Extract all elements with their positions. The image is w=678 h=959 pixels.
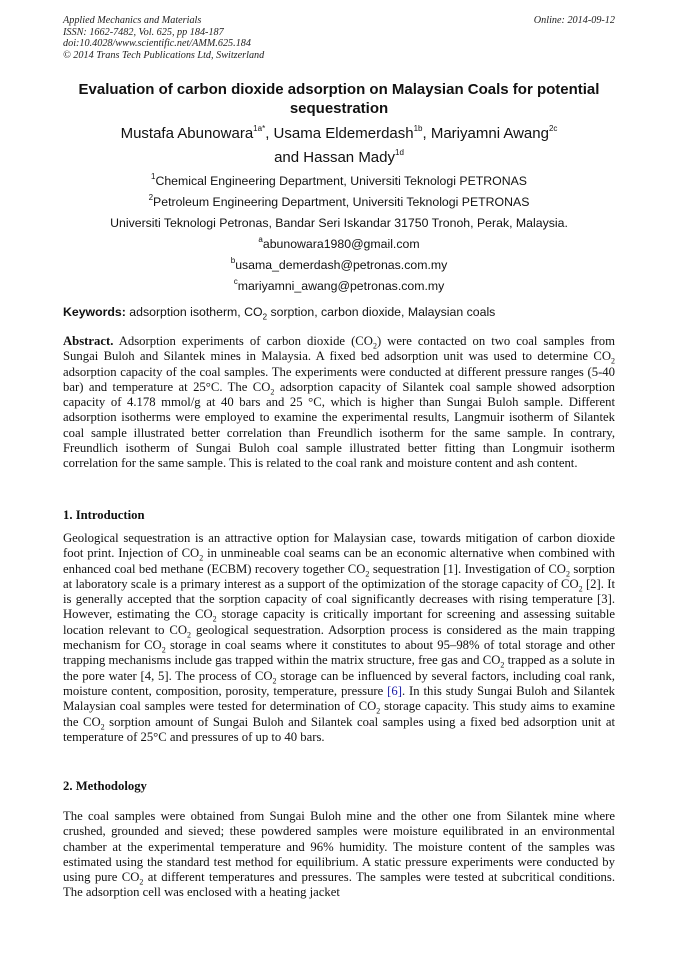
subscript: 2 <box>270 387 275 397</box>
copyright-line: © 2014 Trans Tech Publications Ltd, Switzerland <box>63 49 265 61</box>
subscript: 2 <box>187 630 192 640</box>
subscript: 2 <box>565 569 570 579</box>
email-superscript: b <box>230 255 236 265</box>
subscript: 2 <box>611 356 615 366</box>
method-text: at different temperatures and pressures. The samples were tested at subcritical conditions. The adsorption cell was enclosed with a heating jacket <box>63 870 615 900</box>
intro-text: sorption amount of Sungai Buloh and Silantek coal samples using a fixed bed adsorption unit at temperature of 25°C and pressures of up to 40 bars. <box>63 714 615 744</box>
email-c <box>60 276 618 293</box>
doi-line: doi:10.4028/www.scientific.net/AMM.625.184 <box>63 38 251 49</box>
abstract-text: Adsorption experiments of carbon dioxide (CO <box>118 334 373 348</box>
affiliation-text: Chemical Engineering Department, Universiti Teknologi PETRONAS <box>155 174 528 188</box>
intro-text: sequestration [1]. Investigation of CO <box>369 561 566 576</box>
intro-text: geological sequestration. Adsorption process is considered as the main trapping mechanism for CO <box>63 622 615 653</box>
subscript: 2 <box>262 312 268 322</box>
issn-line: ISSN: 1662-7482, Vol. 625, pp 184-187 <box>63 26 224 38</box>
author-superscript: 1d <box>395 148 404 157</box>
affiliation-1 <box>60 171 618 188</box>
subscript: 2 <box>199 553 204 563</box>
section-heading-introduction: 1. Introduction <box>63 508 145 522</box>
intro-text: storage capacity is critically important for screening and assessing suitable location relevant to CO <box>63 607 615 637</box>
email-superscript: c <box>233 276 238 286</box>
intro-text: trapped as a solute in the pore water [4, 5]. The process of CO <box>63 653 615 683</box>
author-name: Mariyamni Awang <box>430 125 549 142</box>
intro-text: Geological sequestration is an attractive option for Malaysian case, towards mitigation of carbon dioxide foot print. Injection of CO <box>63 531 615 561</box>
abstract-text: adsorption capacity of Silantek coal sample showed adsorption capacity of 4.178 mmol/g at 40 bars and 25 °C, which is higher than Sungai Buloh sample. Different adsorption isotherms were employed to examine the experimental results, Langmuir isotherm of Silantek coal sample illustrated better correlation than Freundlich isotherm for the same sample. In contrary, Freundlich isotherm of Sungai Buloh coal sample illustrated better fitting than Longmuir isotherm correlation for the same sample. This is related to the coal rank and moisture content and ash content. <box>63 379 616 471</box>
affiliation-address: Universiti Teknologi Petronas, Bandar Seri Iskandar 31750 Tronoh, Perak, Malaysia. <box>110 216 568 230</box>
paper-title: Evaluation of carbon dioxide adsorption on Malaysian Coals for potential sequestration <box>78 81 600 117</box>
keywords-line <box>63 305 615 322</box>
reference-link[interactable]: [6] <box>387 683 402 698</box>
abstract-label: Abstract. <box>63 334 114 348</box>
subscript: 2 <box>272 676 277 686</box>
author-list: Mustafa Abunowara$^{1a*}$, Usama Eldemerdash$^{1b}$, Mariyamni Awang$^{2c}$ and Hassan Mady$^{1d}$ <box>120 124 558 166</box>
subscript: 2 <box>139 877 144 887</box>
methodology-paragraph <box>63 809 615 901</box>
author-superscript: 1a* <box>253 124 266 133</box>
author-name: Mustafa Abunowara <box>120 125 254 142</box>
author-name: and Hassan Mady <box>274 149 395 166</box>
email-superscript: a <box>258 234 263 244</box>
keywords-text: adsorption isotherm, CO <box>129 305 263 319</box>
section-heading-methodology: 2. Methodology <box>63 779 147 793</box>
subscript: 2 <box>212 615 217 625</box>
subscript: 2 <box>161 645 166 655</box>
email-address: usama_demerdash@petronas.com.my <box>235 258 448 272</box>
abstract-text: adsorption capacity of the coal samples. The experiments were conducted at different pressure ranges (5-40 bar) and temperature at 25°C. The CO <box>63 364 615 394</box>
subscript: 2 <box>578 584 583 594</box>
email-address: mariyamni_awang@petronas.com.my <box>237 279 445 293</box>
intro-text: . In this study Sungai Buloh and Silantek Malaysian coal samples were tested for determination of CO <box>63 683 615 714</box>
journal-header <box>63 15 615 61</box>
abstract-text: ) were contacted on two coal samples from Sungai Buloh and Silantek mines in Malaysia. A fixed bed adsorption unit was used to determine CO <box>63 334 615 364</box>
author-name: Usama Eldemerdash <box>273 125 414 142</box>
email-address: abunowara1980@gmail.com <box>262 237 420 251</box>
subscript: 2 <box>376 706 381 716</box>
intro-text: sorption at laboratory scale is a primary interest as a support of the optimization of the storage capacity of CO <box>63 561 615 591</box>
email-b <box>60 255 618 272</box>
email-a <box>60 234 618 251</box>
subscript: 2 <box>500 660 505 670</box>
subscript: 2 <box>372 341 377 351</box>
author-superscript: 1b <box>413 124 423 133</box>
affiliation-2 <box>60 192 618 209</box>
method-text: The coal samples were obtained from Sungai Buloh mine and the other one from Silantek mine where crushed, grounded and sieved; these powdered samples were moisture equilibrated in an environmental chamber at the experimental temperature and 96% humidity. The moisture content of the samples was estimated using the standard test method for equilibrium. A static pressure experiments were conducted by using pure CO <box>63 809 615 885</box>
keywords-label: Keywords: <box>63 305 126 319</box>
affiliation-text: Petroleum Engineering Department, Universiti Teknologi PETRONAS <box>153 195 530 209</box>
keywords-text: sorption, carbon dioxide, Malaysian coals <box>270 305 496 319</box>
intro-text: [2]. It is generally accepted that the sorption capacity of coal significantly decreases with rising temperature [3]. However, estimating the CO <box>63 576 615 622</box>
intro-text: storage capacity. This study aims to examine the CO <box>63 699 616 729</box>
affiliation-superscript: 1 <box>150 171 156 181</box>
subscript: 2 <box>365 569 370 579</box>
author-superscript: 2c <box>548 124 558 133</box>
introduction-paragraph <box>63 531 615 745</box>
intro-text: in unmineable coal seams can be an economic alternative when combined with enhanced coal bed methane (ECBM) recovery together CO <box>63 546 615 576</box>
affiliation-superscript: 2 <box>148 192 154 202</box>
subscript: 2 <box>100 722 105 732</box>
intro-text: storage in coal seams where it constitutes to about 95–98% of total storage and other trapping mechanisms include gas trapped within the matrix structure, free gas and CO <box>63 638 615 668</box>
online-date: Online: 2014-09-12 <box>533 15 615 26</box>
intro-text: storage can be influenced by several factors, including coal rank, moisture content, composition, porosity, temperature, pressure <box>63 668 615 698</box>
abstract-paragraph <box>63 334 615 472</box>
journal-name: Applied Mechanics and Materials <box>63 15 202 26</box>
